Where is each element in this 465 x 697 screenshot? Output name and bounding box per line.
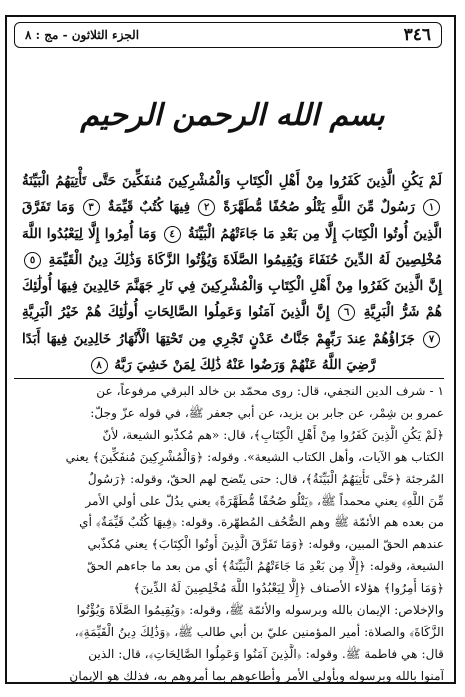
ayah-number-marker: ١ bbox=[423, 199, 440, 216]
ayah-number-marker: ٥ bbox=[24, 252, 41, 269]
quran-text bbox=[22, 168, 442, 378]
ayah-number-marker: ٦ bbox=[338, 304, 355, 321]
commentary-line: الشيعة، وقوله: ﴿إِلَّا مِن بَعْدِ مَا جَاءَتْهُمُ الْبَيِّنَةُ﴾ أي من بعد ما جاءهم الحقّ bbox=[86, 559, 444, 574]
ayah-text: جَزَاؤُهُمْ عِندَ رَبِّهِمْ جَنَّاتُ عَدْنٍ تَجْرِي مِن تَحْتِهَا الْأَنْهَارُ خَالِدِينَ فِيهَا أَبَدًا رَّضِيَ اللَّهُ عَنْهُمْ وَرَضُوا عَنْهُ ذَٰلِكَ لِمَنْ خَشِيَ رَبَّهُ bbox=[22, 330, 415, 374]
commentary-line: آمنوا بالله وبرسوله وبأولي الأمر وأطاعوهم بما أمروهم به، فذلك هو الإيمان bbox=[69, 668, 444, 683]
ayah-text: وَمَا تَفَرَّقَ الَّذِينَ أُوتُوا الْكِتَابَ إِلَّا مِن بَعْدِ مَا جَاءَتْهُمُ الْبَيِّنَةُ bbox=[22, 199, 442, 242]
ayah-text: لَمْ يَكُنِ الَّذِينَ كَفَرُوا مِنْ أَهْلِ الْكِتَابِ وَالْمُشْرِكِينَ مُنفَكِّينَ حَتَّى تَأْتِيَهُمُ الْبَيِّنَةُ bbox=[22, 173, 442, 189]
commentary-line: قال: هي فاطمة ﷺ. وقوله: ﴿الَّذِينَ آمَنُوا وَعَمِلُوا الصَّالِحَاتِ﴾، قال: الذين bbox=[88, 646, 444, 661]
commentary-line: الكتاب هو الآيات، وأهل الكتاب الشيعة». وقوله: ﴿وَالْمُشْرِكِينَ مُنفَكِّينَ﴾ يعني bbox=[65, 449, 444, 464]
commentary-text bbox=[16, 381, 444, 688]
ayah-text: فِيهَا كُتُبٌ قَيِّمَةٌ bbox=[107, 199, 191, 216]
part-title: الجزء الثلاثون - مج : ٨ bbox=[25, 28, 140, 42]
ayah-number-marker: ٧ bbox=[423, 331, 440, 348]
ayah-text: إِنَّ الَّذِينَ آمَنُوا وَعَمِلُوا الصَّالِحَاتِ أُولَٰئِكَ هُمْ خَيْرُ الْبَرِيَّةِ bbox=[22, 304, 330, 321]
page-number: ٣٤٦ bbox=[403, 25, 431, 45]
ayah-text: رَسُولٌ مِّنَ اللَّهِ يَتْلُو صُحُفًا مُّطَهَّرَةً bbox=[223, 199, 415, 216]
commentary-line: ١ - شرف الدين النجفي، قال: روى محمّد بن خالد البرقي مرفوعاً، عن bbox=[96, 384, 444, 398]
ayah-number-marker: ٨ bbox=[91, 357, 108, 374]
commentary-line: عندهم الحقّ المبين، وقوله: ﴿وَمَا تَفَرَّقَ الَّذِينَ أُوتُوا الْكِتَابَ﴾ يعني مُكذّبي bbox=[87, 537, 444, 552]
section-divider bbox=[14, 378, 444, 379]
commentary-line: مِّنَ اللَّهِ﴾ يعني محمداً ﷺ، ﴿يَتْلُو صُحُفًا مُّطَهَّرَةً﴾ يعني يدُلّ على أولي الأمر bbox=[85, 493, 444, 508]
ayah-number-marker: ٢ bbox=[198, 199, 215, 216]
commentary-line: عمرو بن شِمْر، عن جابر بن يزيد، عن أبي جعفر ﷺ، في قوله عزّ وجلّ: bbox=[90, 405, 444, 420]
page-header bbox=[14, 22, 442, 48]
commentary-line: المُرجئة ﴿حَتَّى تَأْتِيَهُمُ الْبَيِّنَةُ﴾، قال: حتى يتّضح لهم الحقّ، وقوله: ﴿رَسُولٌ bbox=[87, 471, 444, 486]
ayah-text: وَمَا أُمِرُوا إِلَّا لِيَعْبُدُوا اللَّهَ مُخْلِصِينَ لَهُ الدِّينَ حُنَفَاءَ وَيُقِيمُوا الصَّلَاةَ وَيُؤْتُوا الزَّكَاةَ وَذَٰلِكَ دِينُ الْقَيِّمَةِ bbox=[22, 225, 442, 268]
ayah-number-marker: ٣ bbox=[83, 199, 100, 216]
commentary-line: من بعده هم الأئمّة ﷺ وهم الصُّحُف المُطهّرة. وقوله: ﴿فِيهَا كُتُبٌ قَيِّمَةٌ﴾ أي bbox=[79, 515, 444, 530]
ayah-number-marker: ٤ bbox=[164, 226, 181, 243]
commentary-line: والإخلاص: الإيمان بالله وبرسوله والأئمّة ﷺ، وقوله: ﴿وَيُقِيمُوا الصَّلَاةَ وَيُؤْتُوا bbox=[76, 603, 444, 618]
basmala-calligraphy: بسم الله الرحمن الرحيم bbox=[80, 98, 385, 133]
commentary-line: ﴿لَمْ يَكُنِ الَّذِينَ كَفَرُوا مِنْ أَهْلِ الْكِتَابِ﴾، قال: «هم مُكذّبو الشيعة، لأنّ bbox=[102, 427, 444, 442]
commentary-line: ﴿وَمَا أُمِرُوا﴾ هؤلاء الأصناف ﴿إِلَّا لِيَعْبُدُوا اللَّهَ مُخْلِصِينَ لَهُ الدِّينَ﴾ bbox=[133, 581, 444, 596]
commentary-line: الزَّكَاةَ﴾ والصلاة: أمير المؤمنين عليّ بن أبي طالب ﷺ، ﴿وَذَٰلِكَ دِينُ الْقَيِّمَةِ﴾، bbox=[74, 624, 444, 639]
ayah-text: إِنَّ الَّذِينَ كَفَرُوا مِنْ أَهْلِ الْكِتَابِ وَالْمُشْرِكِينَ فِي نَارِ جَهَنَّمَ خَالِدِينَ فِيهَا أُولَٰئِكَ هُمْ شَرُّ الْبَرِيَّةِ bbox=[22, 278, 443, 321]
